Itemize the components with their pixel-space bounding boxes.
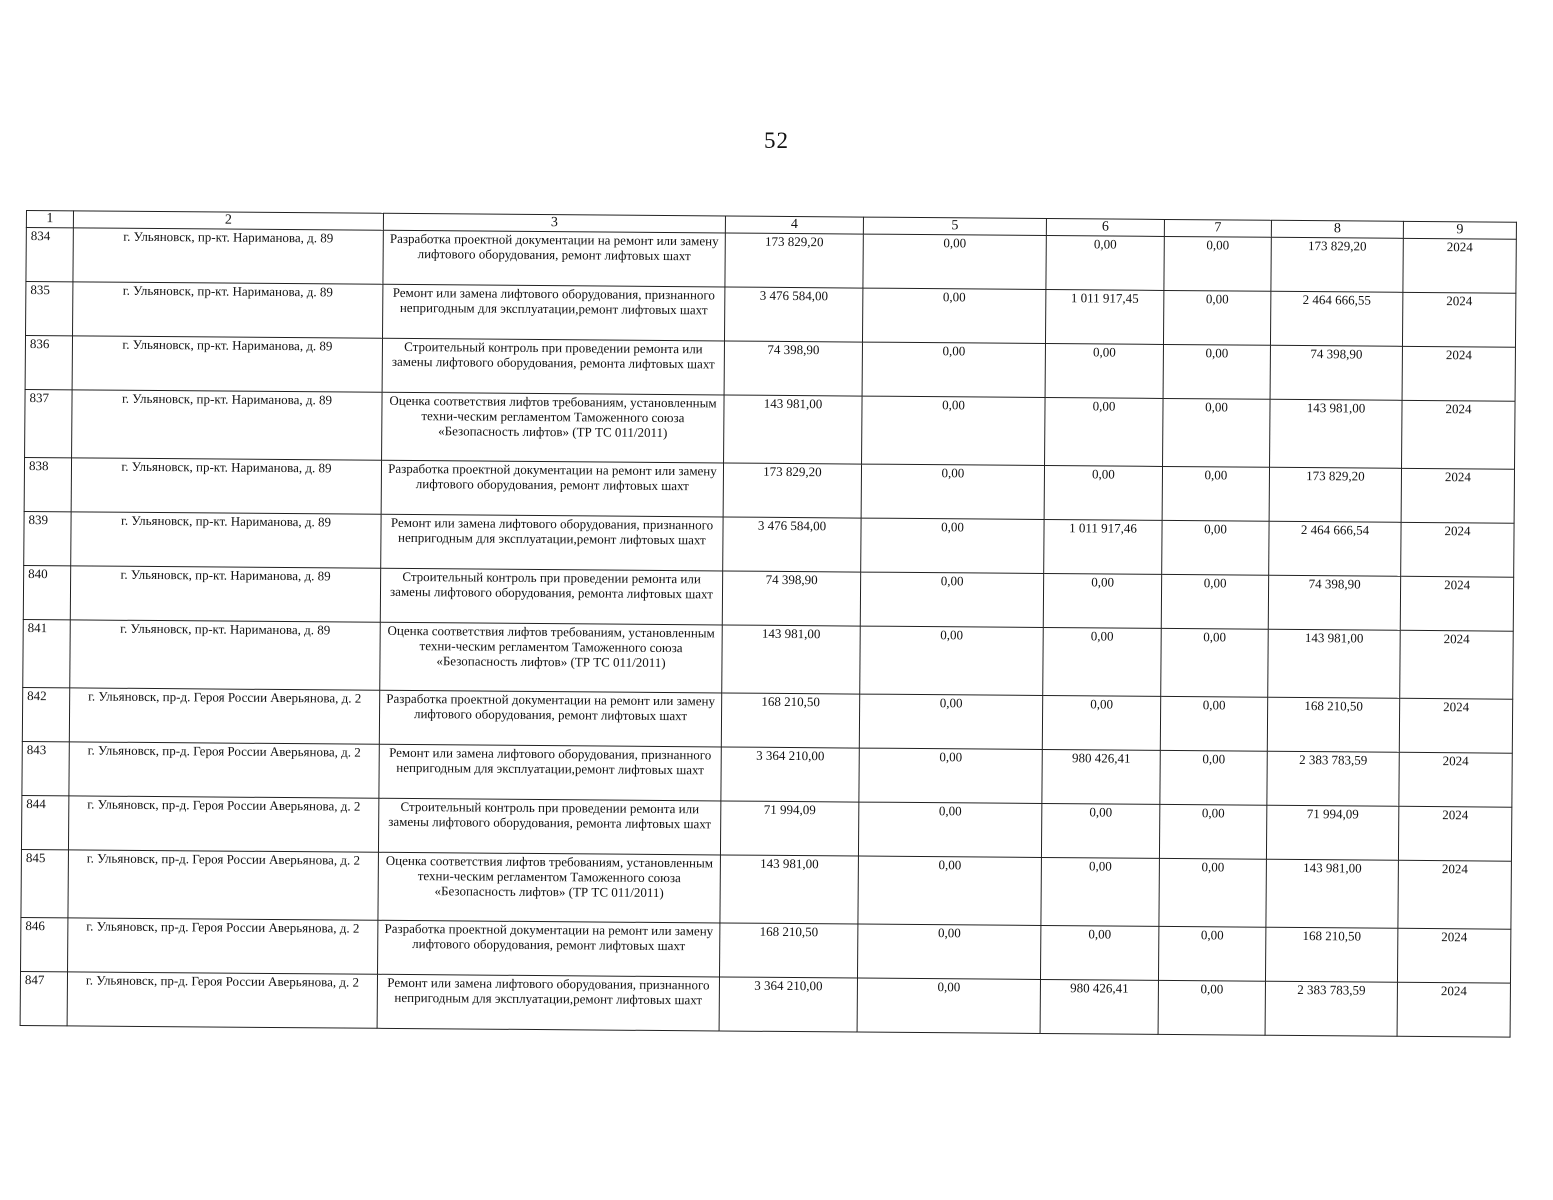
cost-col6-cell: 980 426,41 [1042, 749, 1160, 804]
table-row [21, 849, 1511, 929]
column-header: 6 [1046, 219, 1164, 237]
cost-col8-cell: 2 383 783,59 [1267, 751, 1399, 806]
year-cell: 2024 [1397, 928, 1510, 983]
column-header: 7 [1164, 219, 1271, 237]
address-cell: г. Ульяновск, пр-д. Героя России Аверьянова, д. 2 [69, 688, 379, 744]
cost-col6-cell: 0,00 [1044, 466, 1162, 521]
row-number: 834 [26, 228, 73, 282]
row-number: 844 [21, 795, 68, 849]
address-cell: г. Ульяновск, пр-д. Героя России Аверьянова, д. 2 [68, 796, 378, 852]
cost-col8-cell: 143 981,00 [1268, 629, 1401, 698]
year-cell: 2024 [1400, 576, 1513, 631]
cost-col8-cell: 143 981,00 [1270, 399, 1403, 468]
address-cell: г. Ульяновск, пр-д. Героя России Аверьянова, д. 2 [68, 918, 378, 974]
row-number: 837 [25, 389, 73, 457]
cost-col6-cell: 0,00 [1045, 398, 1164, 467]
cost-col8-cell: 74 398,90 [1270, 345, 1402, 400]
cost-col6-cell: 1 011 917,46 [1044, 520, 1162, 575]
cost-col5-cell: 0,00 [859, 748, 1042, 803]
cost-col6-cell: 0,00 [1043, 574, 1161, 629]
cost-col5-cell: 0,00 [857, 924, 1040, 979]
year-cell: 2024 [1398, 860, 1512, 929]
year-cell: 2024 [1402, 400, 1516, 469]
column-header: 1 [26, 211, 73, 228]
cost-total-cell: 143 981,00 [720, 855, 859, 924]
cost-total-cell: 143 981,00 [724, 395, 863, 464]
cost-col7-cell: 0,00 [1162, 466, 1269, 521]
cost-col7-cell: 0,00 [1164, 236, 1271, 291]
row-number: 839 [24, 511, 71, 565]
year-cell: 2024 [1400, 630, 1514, 699]
year-cell: 2024 [1399, 698, 1512, 753]
cost-col7-cell: 0,00 [1158, 926, 1265, 981]
cost-col6-cell: 1 011 917,45 [1045, 290, 1163, 345]
row-number: 842 [22, 687, 69, 741]
year-cell: 2024 [1402, 346, 1515, 401]
cost-col7-cell: 0,00 [1163, 398, 1271, 467]
work-type-cell: Строительный контроль при проведении ремонта или замены лифтового оборудования, ремонта лифтовых шахт [378, 798, 720, 855]
cost-col7-cell: 0,00 [1160, 696, 1267, 751]
address-cell: г. Ульяновск, пр-д. Героя России Аверьянова, д. 2 [69, 742, 379, 798]
year-cell: 2024 [1398, 806, 1511, 861]
year-cell: 2024 [1402, 292, 1515, 347]
year-cell: 2024 [1403, 238, 1516, 293]
cost-total-cell: 3 364 210,00 [719, 977, 857, 1032]
column-header: 5 [863, 217, 1046, 235]
work-type-cell: Оценка соответствия лифтов требованиям, установленным техни-ческим регламентом Таможенного союза «Безопасность лифтов» (ТР ТС 011/2011) [378, 852, 721, 923]
cost-col8-cell: 143 981,00 [1266, 859, 1399, 928]
cost-total-cell: 168 210,50 [719, 923, 857, 978]
row-number: 838 [24, 457, 71, 511]
cost-total-cell: 71 994,09 [720, 801, 858, 856]
table-container [20, 210, 1516, 1038]
cost-total-cell: 168 210,50 [721, 693, 859, 748]
cost-col5-cell: 0,00 [859, 694, 1042, 749]
year-cell: 2024 [1401, 522, 1514, 577]
column-header: 8 [1271, 220, 1403, 238]
cost-col8-cell: 173 829,20 [1269, 467, 1401, 522]
cost-col5-cell: 0,00 [862, 288, 1045, 343]
work-type-cell: Оценка соответствия лифтов требованиям, установленным техни-ческим регламентом Таможенного союза «Безопасность лифтов» (ТР ТС 011/2011) [380, 622, 723, 693]
row-number: 843 [22, 741, 69, 795]
row-number: 835 [26, 282, 73, 336]
column-header: 4 [725, 216, 863, 234]
year-cell: 2024 [1397, 982, 1510, 1037]
work-type-cell: Оценка соответствия лифтов требованиям, установленным техни-ческим регламентом Таможенного союза «Безопасность лифтов» (ТР ТС 011/2011) [382, 392, 725, 463]
row-number: 845 [21, 849, 69, 917]
cost-total-cell: 74 398,90 [724, 341, 862, 396]
cost-total-cell: 3 364 210,00 [721, 747, 859, 802]
cost-col7-cell: 0,00 [1163, 344, 1270, 399]
cost-col6-cell: 0,00 [1040, 925, 1158, 980]
address-cell: г. Ульяновск, пр-д. Героя России Аверьянова, д. 2 [67, 972, 377, 1028]
cost-col8-cell: 71 994,09 [1266, 805, 1398, 860]
cost-col6-cell: 0,00 [1041, 857, 1160, 926]
cost-col8-cell: 2 464 666,55 [1270, 291, 1402, 346]
cost-col5-cell: 0,00 [860, 572, 1043, 627]
cost-col8-cell: 2 383 783,59 [1265, 981, 1397, 1036]
cost-total-cell: 173 829,20 [723, 463, 861, 518]
work-type-cell: Ремонт или замена лифтового оборудования, признанного непригодным для эксплуатации,ремонт лифтовых шахт [381, 514, 723, 571]
address-cell: г. Ульяновск, пр-кт. Нариманова, д. 89 [73, 282, 383, 338]
work-type-cell: Строительный контроль при проведении ремонта или замены лифтового оборудования, ремонта лифтовых шахт [380, 568, 722, 625]
cost-col5-cell: 0,00 [861, 518, 1044, 573]
cost-col5-cell: 0,00 [860, 626, 1044, 695]
cost-col6-cell: 0,00 [1041, 803, 1159, 858]
cost-col5-cell: 0,00 [862, 342, 1045, 397]
table-row [20, 971, 1510, 1037]
address-cell: г. Ульяновск, пр-кт. Нариманова, д. 89 [73, 228, 383, 284]
cost-col5-cell: 0,00 [857, 978, 1040, 1033]
address-cell: г. Ульяновск, пр-кт. Нариманова, д. 89 [70, 620, 381, 690]
cost-col6-cell: 0,00 [1043, 628, 1162, 697]
column-header: 2 [73, 211, 383, 230]
address-cell: г. Ульяновск, пр-д. Героя России Аверьянова, д. 2 [68, 850, 379, 920]
cost-total-cell: 3 476 584,00 [724, 287, 862, 342]
work-type-cell: Ремонт или замена лифтового оборудования, признанного непригодным для эксплуатации,ремонт лифтовых шахт [377, 974, 719, 1031]
cost-col8-cell: 2 464 666,54 [1269, 521, 1401, 576]
row-number: 846 [21, 917, 68, 971]
address-cell: г. Ульяновск, пр-кт. Нариманова, д. 89 [72, 390, 383, 460]
work-type-cell: Строительный контроль при проведении ремонта или замены лифтового оборудования, ремонта лифтовых шахт [382, 338, 724, 395]
cost-col7-cell: 0,00 [1160, 750, 1267, 805]
cost-col8-cell: 168 210,50 [1265, 927, 1397, 982]
row-number: 840 [23, 565, 70, 619]
cost-col6-cell: 980 426,41 [1040, 979, 1158, 1034]
cost-col7-cell: 0,00 [1159, 804, 1266, 859]
cost-col7-cell: 0,00 [1161, 628, 1269, 697]
cost-col5-cell: 0,00 [862, 396, 1046, 465]
work-type-cell: Разработка проектной документации на ремонт или замену лифтового оборудования, ремонт лифтовых шахт [379, 690, 721, 747]
cost-col5-cell: 0,00 [863, 234, 1046, 289]
year-cell: 2024 [1399, 752, 1512, 807]
cost-total-cell: 74 398,90 [722, 571, 860, 626]
work-type-cell: Ремонт или замена лифтового оборудования, признанного непригодным для эксплуатации,ремонт лифтовых шахт [379, 744, 721, 801]
cost-col5-cell: 0,00 [861, 464, 1044, 519]
work-type-cell: Разработка проектной документации на ремонт или замену лифтового оборудования, ремонт лифтовых шахт [381, 460, 723, 517]
cost-col7-cell: 0,00 [1162, 520, 1269, 575]
cost-col7-cell: 0,00 [1159, 858, 1267, 927]
address-cell: г. Ульяновск, пр-кт. Нариманова, д. 89 [70, 566, 380, 622]
cost-col6-cell: 0,00 [1046, 236, 1164, 291]
table-row [25, 389, 1515, 469]
table-row [23, 619, 1513, 699]
page-number: 52 [764, 128, 789, 153]
year-cell: 2024 [1401, 468, 1514, 523]
cost-total-cell: 173 829,20 [725, 233, 863, 288]
column-header: 3 [383, 213, 725, 233]
cost-col7-cell: 0,00 [1158, 980, 1265, 1035]
cost-col5-cell: 0,00 [858, 802, 1041, 857]
address-cell: г. Ульяновск, пр-кт. Нариманова, д. 89 [71, 512, 381, 568]
address-cell: г. Ульяновск, пр-кт. Нариманова, д. 89 [72, 336, 382, 392]
cost-col7-cell: 0,00 [1161, 574, 1268, 629]
cost-col8-cell: 74 398,90 [1268, 575, 1400, 630]
cost-col6-cell: 0,00 [1042, 696, 1160, 751]
work-type-cell: Разработка проектной документации на ремонт или замену лифтового оборудования, ремонт лифтовых шахт [383, 230, 725, 287]
work-type-cell: Разработка проектной документации на ремонт или замену лифтового оборудования, ремонт лифтовых шахт [378, 920, 720, 977]
column-header: 9 [1403, 221, 1516, 239]
row-number: 841 [23, 619, 71, 687]
row-number: 847 [20, 971, 67, 1025]
works-table [20, 210, 1517, 1038]
work-type-cell: Ремонт или замена лифтового оборудования, признанного непригодным для эксплуатации,ремонт лифтовых шахт [383, 284, 725, 341]
cost-col6-cell: 0,00 [1045, 344, 1163, 399]
cost-col8-cell: 168 210,50 [1267, 697, 1399, 752]
address-cell: г. Ульяновск, пр-кт. Нариманова, д. 89 [71, 458, 381, 514]
cost-total-cell: 143 981,00 [722, 625, 861, 694]
cost-total-cell: 3 476 584,00 [723, 517, 861, 572]
cost-col5-cell: 0,00 [858, 856, 1042, 925]
cost-col7-cell: 0,00 [1163, 290, 1270, 345]
cost-col8-cell: 173 829,20 [1271, 237, 1403, 292]
row-number: 836 [25, 336, 72, 390]
